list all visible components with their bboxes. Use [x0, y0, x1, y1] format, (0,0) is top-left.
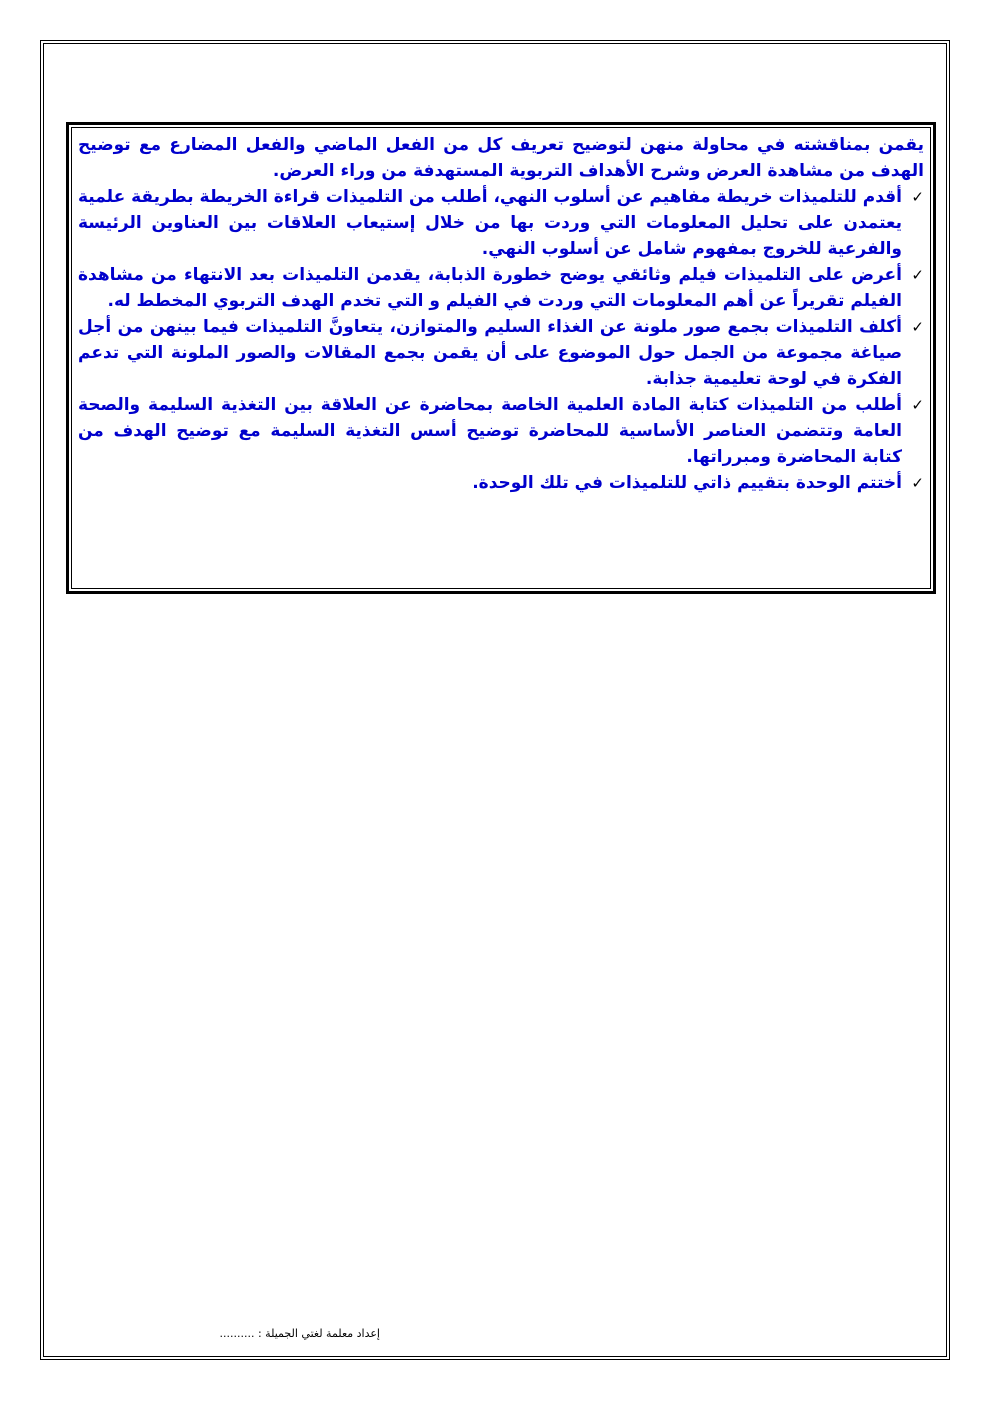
- check-icon: ✓: [911, 396, 924, 414]
- intro-paragraph: يقمن بمناقشته في محاولة منهن لتوضيح تعريف كل من الفعل الماضي والفعل المضارع مع توضيح الهدف من مشاهدة العرض وشرح الأهداف التربوية المستهدفة من وراء العرض.: [78, 135, 924, 181]
- content-box: [66, 122, 936, 594]
- list-item: [78, 314, 924, 392]
- list-item: [78, 262, 924, 314]
- list-item: [78, 184, 924, 262]
- list-item: [78, 392, 924, 470]
- content-inner: [71, 127, 931, 589]
- check-icon: ✓: [911, 188, 924, 206]
- footer-credit: إعداد معلمة لغتي الجميلة : ..........: [219, 1327, 380, 1340]
- list-item-text: أكلف التلميذات بجمع صور ملونة عن الغذاء السليم والمتوازن، يتعاونَّ التلميذات فيما بينهن من أجل صياغة مجموعة من الجمل حول الموضوع على أن يقمن بجمع المقالات والصور الملونة التي تدعم الفكرة في لوحة تعليمية جذابة.: [78, 317, 902, 389]
- list-item-text: أعرض على التلميذات فيلم وثائقي يوضح خطورة الذبابة، يقدمن التلميذات بعد الانتهاء من مشاهدة الفيلم تقريراً عن أهم المعلومات التي وردت في الفيلم و التي تخدم الهدف التربوي المخطط له.: [78, 265, 902, 311]
- check-icon: ✓: [911, 318, 924, 336]
- list-item: [78, 470, 924, 496]
- check-icon: ✓: [911, 474, 924, 492]
- list-item-text: أختتم الوحدة بتقييم ذاتي للتلميذات في تلك الوحدة.: [472, 473, 902, 493]
- check-icon: ✓: [911, 266, 924, 284]
- list-item-text: أطلب من التلميذات كتابة المادة العلمية الخاصة بمحاضرة عن العلاقة بين التغذية السليمة والصحة العامة وتتضمن العناصر الأساسية للمحاضرة توضيح أسس التغذية السليمة مع توضيح الهدف من كتابة المحاضرة ومبرراتها.: [78, 395, 902, 467]
- list-item-text: أقدم للتلميذات خريطة مفاهيم عن أسلوب النهي، أطلب من التلميذات قراءة الخريطة بطريقة علمية يعتمدن على تحليل المعلومات التي وردت بها من خلال إستيعاب العلاقات بين العناوين الرئيسة والفرعية للخروج بمفهوم شامل عن أسلوب النهي.: [78, 187, 902, 259]
